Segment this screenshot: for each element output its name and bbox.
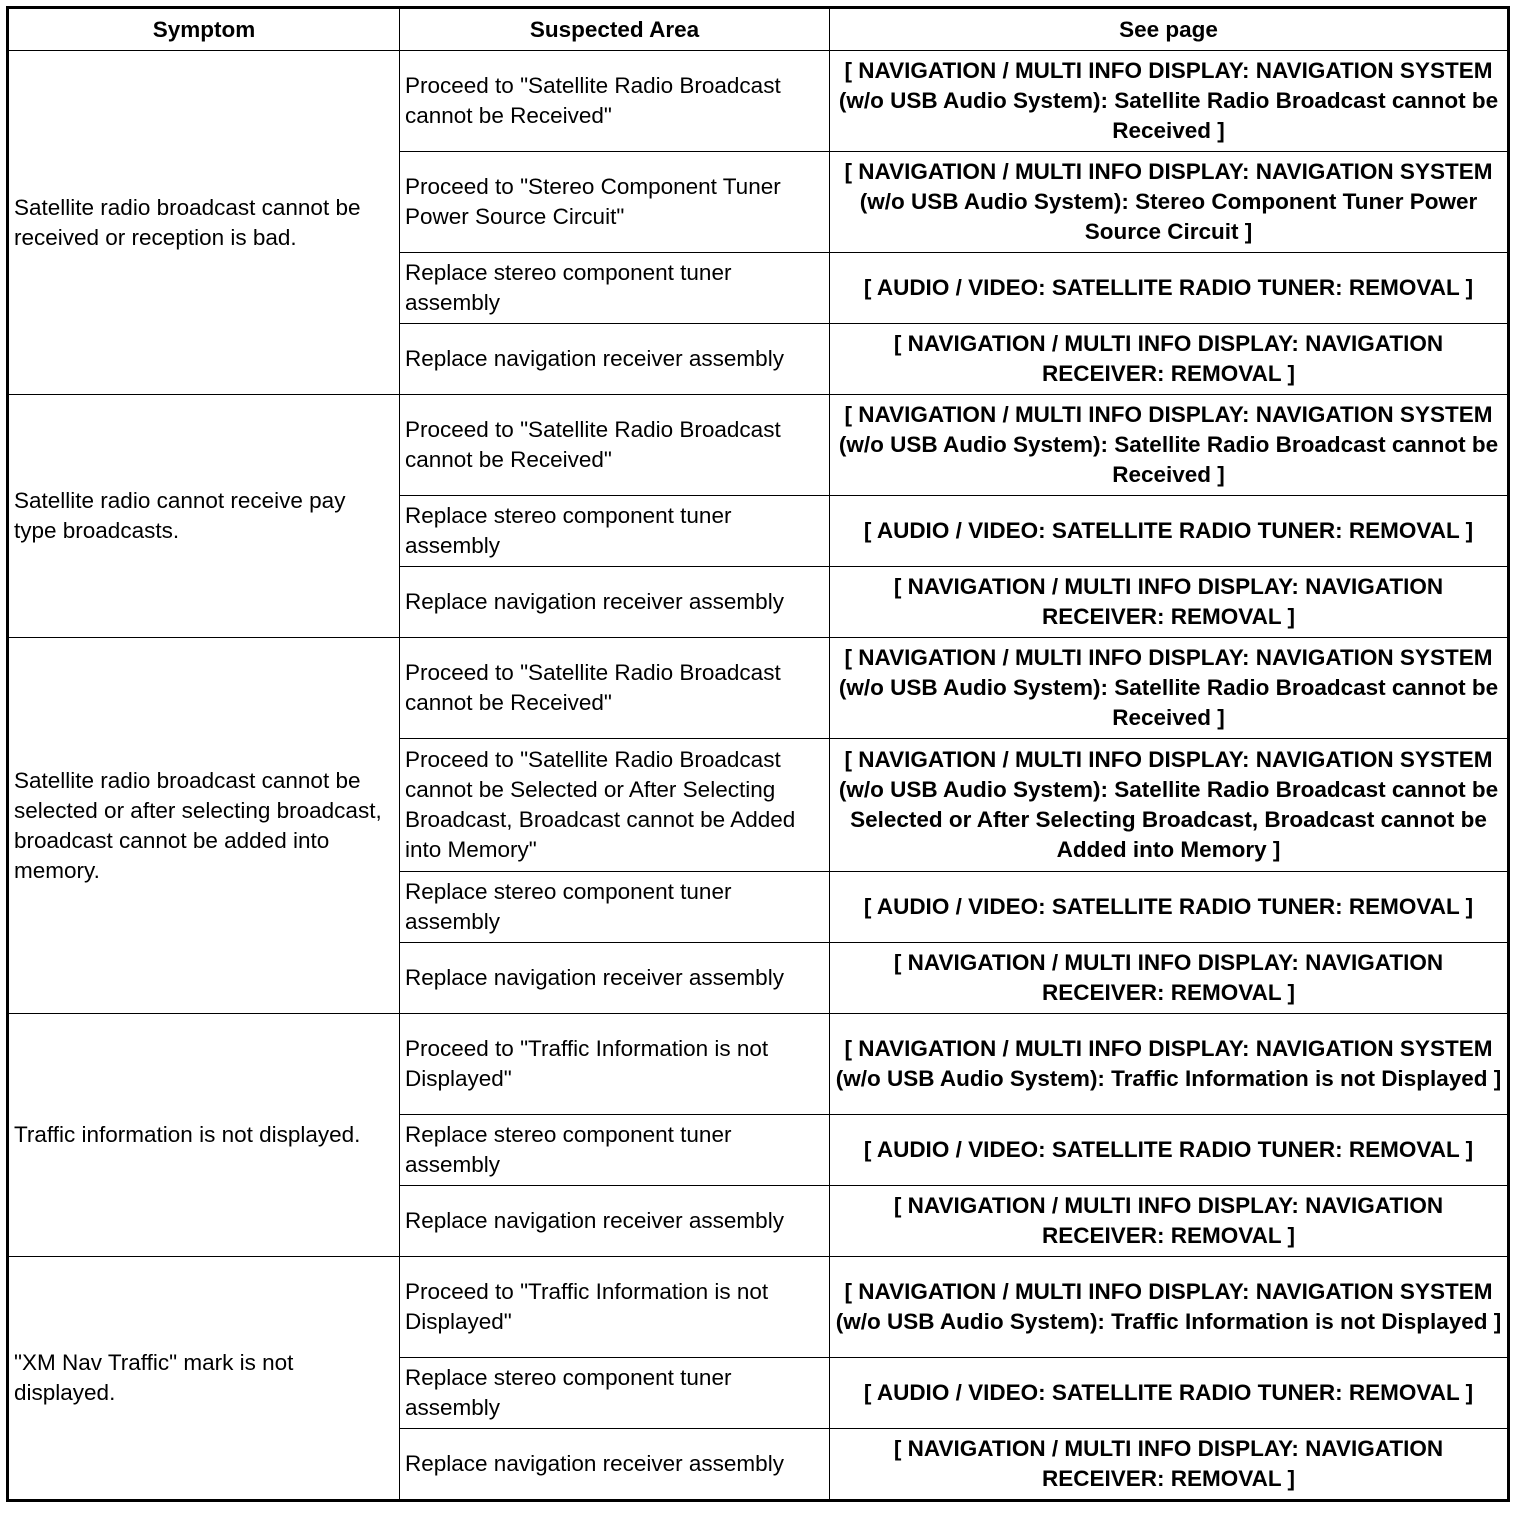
see-page-link[interactable]: [ NAVIGATION / MULTI INFO DISPLAY: NAVIGATION RECEIVER: REMOVAL ] xyxy=(830,1186,1509,1257)
problem-symptoms-table xyxy=(6,6,1510,1502)
document-page xyxy=(6,6,1510,1502)
see-page-link[interactable]: [ AUDIO / VIDEO: SATELLITE RADIO TUNER: REMOVAL ] xyxy=(830,1115,1509,1186)
see-page-link[interactable]: [ NAVIGATION / MULTI INFO DISPLAY: NAVIGATION SYSTEM (w/o USB Audio System): Satellite Radio Broadcast cannot be Received ] xyxy=(830,51,1509,152)
suspected-area-cell: Replace navigation receiver assembly xyxy=(400,324,830,395)
suspected-area-cell: Replace stereo component tuner assembly xyxy=(400,1358,830,1429)
header-see-page: See page xyxy=(830,8,1509,51)
see-page-link[interactable]: [ NAVIGATION / MULTI INFO DISPLAY: NAVIGATION SYSTEM (w/o USB Audio System): Satellite Radio Broadcast cannot be Selected or After Selecting Broadcast, Broadcast cannot be Added into Memory ] xyxy=(830,739,1509,872)
suspected-area-cell: Proceed to "Satellite Radio Broadcast cannot be Selected or After Selecting Broadcast, Broadcast cannot be Added into Memory" xyxy=(400,739,830,872)
table-row xyxy=(8,395,1509,496)
see-page-link[interactable]: [ NAVIGATION / MULTI INFO DISPLAY: NAVIGATION SYSTEM (w/o USB Audio System): Stereo Component Tuner Power Source Circuit ] xyxy=(830,152,1509,253)
header-symptom: Symptom xyxy=(8,8,400,51)
suspected-area-cell: Replace navigation receiver assembly xyxy=(400,943,830,1014)
see-page-link[interactable]: [ NAVIGATION / MULTI INFO DISPLAY: NAVIGATION RECEIVER: REMOVAL ] xyxy=(830,324,1509,395)
see-page-link[interactable]: [ AUDIO / VIDEO: SATELLITE RADIO TUNER: REMOVAL ] xyxy=(830,496,1509,567)
suspected-area-cell: Replace navigation receiver assembly xyxy=(400,1429,830,1501)
suspected-area-cell: Proceed to "Traffic Information is not Displayed" xyxy=(400,1257,830,1358)
symptom-cell: Satellite radio broadcast cannot be selected or after selecting broadcast, broadcast cannot be added into memory. xyxy=(8,638,400,1014)
suspected-area-cell: Proceed to "Stereo Component Tuner Power Source Circuit" xyxy=(400,152,830,253)
table-row xyxy=(8,51,1509,152)
see-page-link[interactable]: [ AUDIO / VIDEO: SATELLITE RADIO TUNER: REMOVAL ] xyxy=(830,1358,1509,1429)
symptom-cell: "XM Nav Traffic" mark is not displayed. xyxy=(8,1257,400,1501)
table-row xyxy=(8,1014,1509,1115)
symptom-cell: Satellite radio cannot receive pay type broadcasts. xyxy=(8,395,400,638)
header-suspected-area: Suspected Area xyxy=(400,8,830,51)
see-page-link[interactable]: [ NAVIGATION / MULTI INFO DISPLAY: NAVIGATION RECEIVER: REMOVAL ] xyxy=(830,943,1509,1014)
suspected-area-cell: Proceed to "Satellite Radio Broadcast cannot be Received" xyxy=(400,395,830,496)
see-page-link[interactable]: [ AUDIO / VIDEO: SATELLITE RADIO TUNER: REMOVAL ] xyxy=(830,253,1509,324)
see-page-link[interactable]: [ NAVIGATION / MULTI INFO DISPLAY: NAVIGATION SYSTEM (w/o USB Audio System): Satellite Radio Broadcast cannot be Received ] xyxy=(830,395,1509,496)
suspected-area-cell: Replace navigation receiver assembly xyxy=(400,1186,830,1257)
suspected-area-cell: Proceed to "Satellite Radio Broadcast cannot be Received" xyxy=(400,51,830,152)
suspected-area-cell: Replace stereo component tuner assembly xyxy=(400,253,830,324)
see-page-link[interactable]: [ NAVIGATION / MULTI INFO DISPLAY: NAVIGATION RECEIVER: REMOVAL ] xyxy=(830,567,1509,638)
suspected-area-cell: Replace stereo component tuner assembly xyxy=(400,496,830,567)
suspected-area-cell: Replace stereo component tuner assembly xyxy=(400,1115,830,1186)
see-page-link[interactable]: [ NAVIGATION / MULTI INFO DISPLAY: NAVIGATION SYSTEM (w/o USB Audio System): Satellite Radio Broadcast cannot be Received ] xyxy=(830,638,1509,739)
header-row xyxy=(8,8,1509,51)
suspected-area-cell: Replace stereo component tuner assembly xyxy=(400,872,830,943)
suspected-area-cell: Proceed to "Traffic Information is not Displayed" xyxy=(400,1014,830,1115)
see-page-link[interactable]: [ NAVIGATION / MULTI INFO DISPLAY: NAVIGATION SYSTEM (w/o USB Audio System): Traffic Information is not Displayed ] xyxy=(830,1257,1509,1358)
see-page-link[interactable]: [ NAVIGATION / MULTI INFO DISPLAY: NAVIGATION SYSTEM (w/o USB Audio System): Traffic Information is not Displayed ] xyxy=(830,1014,1509,1115)
see-page-link[interactable]: [ AUDIO / VIDEO: SATELLITE RADIO TUNER: REMOVAL ] xyxy=(830,872,1509,943)
table-row xyxy=(8,1257,1509,1358)
suspected-area-cell: Replace navigation receiver assembly xyxy=(400,567,830,638)
symptom-cell: Satellite radio broadcast cannot be received or reception is bad. xyxy=(8,51,400,395)
symptom-cell: Traffic information is not displayed. xyxy=(8,1014,400,1257)
see-page-link[interactable]: [ NAVIGATION / MULTI INFO DISPLAY: NAVIGATION RECEIVER: REMOVAL ] xyxy=(830,1429,1509,1501)
suspected-area-cell: Proceed to "Satellite Radio Broadcast cannot be Received" xyxy=(400,638,830,739)
table-row xyxy=(8,638,1509,739)
